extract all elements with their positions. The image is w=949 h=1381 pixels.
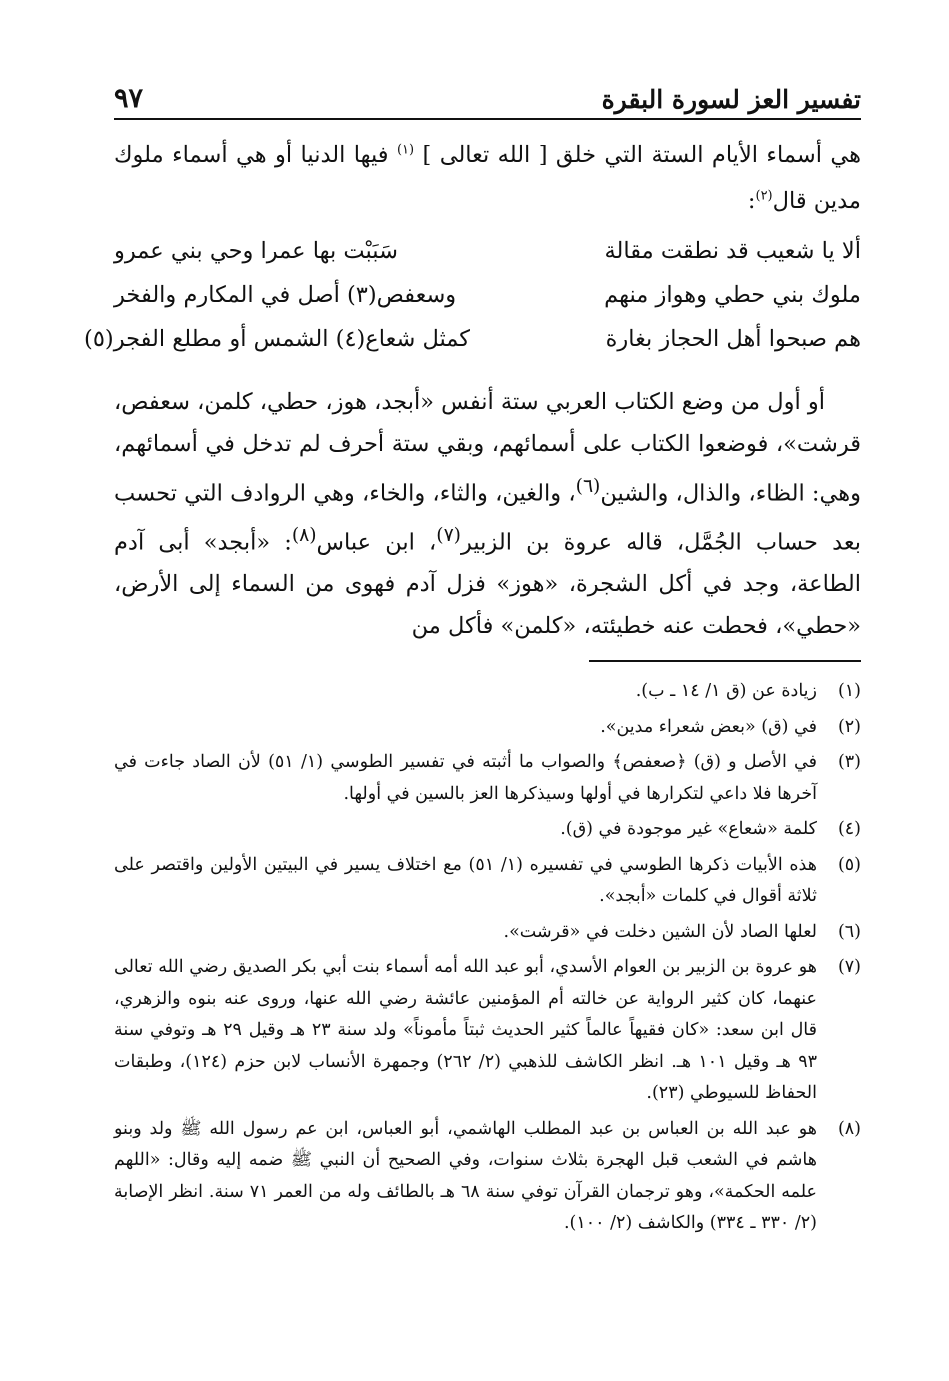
footnote-ref-6[interactable]: (٦) <box>575 475 601 497</box>
footnote-number: (٤) <box>837 819 861 839</box>
footnote-item <box>114 814 861 846</box>
footnote-text: هو عبد الله بن العباس بن عبد المطلب الهاشمي، أبو العباس، ابن عم رسول الله ﷺ ولد وبنو هاشم في الشعب قبل الهجرة بثلاث سنوات، وفي الصحيح أن النبي ﷺ ضمه إليه وقال: «اللهم علمه الحكمة»، وهو ترجمان القرآن توفي سنة ٦٨ هـ بالطائف وله من العمر ٧١ سنة. انظر الإصابة (٢/ ٣٣٠ ـ ٣٣٤) والكاشف (٢/ ١٠٠). <box>114 1118 817 1233</box>
footnote-item <box>114 747 861 810</box>
footnote-number: (٢) <box>837 716 861 737</box>
footnote-ref-1[interactable]: (١) <box>396 142 415 158</box>
verse-line <box>114 273 861 317</box>
intro-text <box>114 132 861 224</box>
footnote-text: لعلها الصاد لأن الشين دخلت في «قرشت». <box>503 921 817 942</box>
page-number: ٩٧ <box>114 83 144 114</box>
verse-line <box>84 317 861 361</box>
footnote-text: كلمة «شعاع» غير موجودة في (ق). <box>560 819 817 839</box>
footnote-number: (٨) <box>837 1118 861 1139</box>
footnote-ref-8[interactable]: (٨) <box>291 524 317 546</box>
footnote-item <box>114 676 861 708</box>
footnote-number: (١) <box>837 681 861 701</box>
poem-verses <box>84 229 861 361</box>
running-header <box>114 74 861 120</box>
verse-first-hemistich: ألا يا شعيب قد نطقت مقالة <box>604 238 861 264</box>
verse-second-hemistich: سَبَبْت بها عمرا وحي بني عمرو <box>114 238 398 264</box>
footnote-item <box>114 1114 861 1240</box>
footnote-item <box>114 952 861 1110</box>
footnote-number: (٣) <box>837 752 861 772</box>
main-paragraph <box>114 382 861 648</box>
verse-second-hemistich: وسعفص(٣) أصل في المكارم والفخر <box>114 282 457 308</box>
paragraph-part-3: ، ابن عباس <box>316 529 437 556</box>
footnote-text: في الأصل و (ق) ﴿صعفص﴾ والصواب ما أثبته في تفسير الطوسي (١/ ٥١) لأن الصاد جاءت في آخرها فلا داعي لتكرارها في أولها وسيذكرها العز بالسين في أولها. <box>114 752 817 804</box>
footnote-item <box>114 917 861 949</box>
verse-second-hemistich: كمثل شعاع(٤) الشمس أو مطلع الفجر(٥) <box>84 326 470 352</box>
footnotes <box>114 676 861 1244</box>
verse-first-hemistich: ملوك بني حطي وهواز منهم <box>604 282 861 308</box>
intro-part-3: : <box>747 188 756 214</box>
verse-line <box>114 229 861 273</box>
intro-part-2: فيها الدنيا أو هي أسماء ملوك مدين قال <box>114 142 861 214</box>
paragraph-part-2: ، والغين، والثاء، والخاء، وهي الروادف التي تحسب بعد حساب الجُمَّل، قاله عروة بن الزبير <box>114 480 861 556</box>
footnote-item <box>114 850 861 913</box>
running-title: تفسير العز لسورة البقرة <box>601 85 861 114</box>
footnote-item <box>114 712 861 744</box>
footnote-number: (٥) <box>837 854 861 875</box>
intro-part-1: هي أسماء الأيام الستة التي خلق [ الله تعالى ] <box>422 142 861 168</box>
footnote-number: (٧) <box>837 957 861 977</box>
footnote-text: في (ق) «بعض شعراء مدين». <box>600 716 817 737</box>
footnote-text: هذه الأبيات ذكرها الطوسي في تفسيره (١/ ٥١) مع اختلاف يسير في البيتين الأولين واقتصر على ثلاثة أقوال في كلمات «أبجد». <box>114 854 817 906</box>
footnote-text: هو عروة بن الزبير بن العوام الأسدي، أبو عبد الله أمه أسماء بنت أبي بكر الصديق رضي الله تعالى عنهما، كان كثير الرواية عن خالته أم المؤمنين عائشة رضي الله عنها، وروى عنه بنوه والزهري، قال ابن سعد: «كان فقيهاً عالماً كثير الحديث ثبتاً مأموناً» ولد سنة ٢٣ هـ وقيل ٢٩ هـ وتوفي سنة ٩٣ هـ وقيل ١٠١ هـ. انظر الكاشف للذهبي (٢/ ٢٦٢) وجمهرة الأنساب لابن حزم (١٢٤)، وطبقات الحفاظ للسيوطي (٢٣). <box>114 957 817 1103</box>
verse-first-hemistich: هم صبحوا أهل الحجاز بغارة <box>605 326 861 352</box>
paragraph-part-4: : «أبجد» أبى آدم الطاعة، وجد في أكل الشجرة، «هوز» فزل آدم فهوى من السماء إلى الأرض، «حطي»، فحطت عنه خطيئته، «كلمن» فأكل من <box>114 529 861 639</box>
footnote-number: (٦) <box>837 921 861 942</box>
paragraph-part-1: أو أول من وضع الكتاب العربي ستة أنفس «أبجد، هوز، حطي، كلمن، سعفص، قرشت»، فوضعوا الكتاب على أسمائهم، وبقي ستة أحرف لم تدخل في أسمائهم، وهي: الظاء، والذال، والشين <box>114 389 861 507</box>
footnote-separator <box>589 660 861 662</box>
footnote-text: زيادة عن (ق ١/ ١٤ ـ ب). <box>635 681 817 701</box>
footnote-ref-7[interactable]: (٧) <box>436 524 461 546</box>
footnote-ref-2[interactable]: (٢) <box>755 188 773 204</box>
